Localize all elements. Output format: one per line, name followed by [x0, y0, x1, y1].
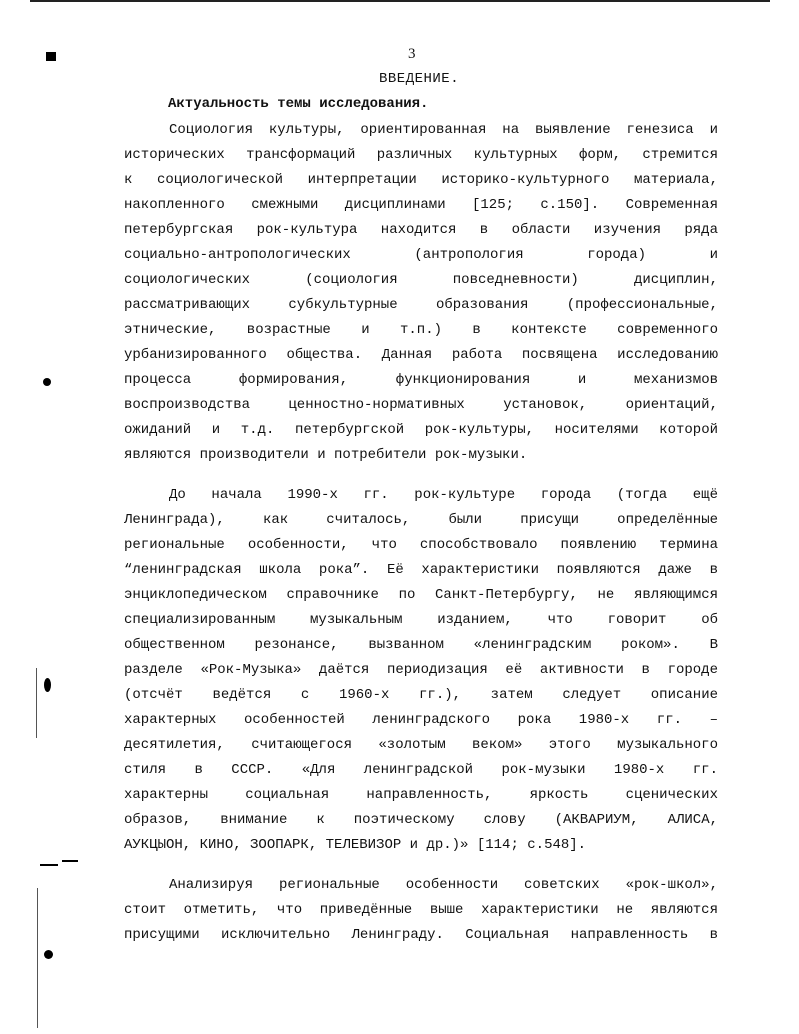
text-line: региональные особенности, что способствовало появлению термина	[124, 537, 718, 553]
text-line: характерных особенностей ленинградского рока 1980-х гг. –	[124, 712, 718, 728]
text-line: рассматривающих субкультурные образования (профессиональные,	[124, 297, 718, 313]
text-line: исторических трансформаций различных культурных форм, стремится	[124, 147, 718, 163]
text-line: стоит отметить, что приведённые выше характеристики не являются	[124, 902, 718, 918]
scan-mark-3	[44, 678, 51, 692]
section-title: ВВЕДЕНИЕ.	[379, 71, 460, 87]
text-line: образов, внимание к поэтическому слову (АКВАРИУМ, АЛИСА,	[124, 812, 718, 828]
text-line: специализированным музыкальным изданием, что говорит об	[124, 612, 718, 628]
text-line: Анализируя региональные особенности советских «рок-школ»,	[169, 877, 718, 893]
text-line: Социология культуры, ориентированная на выявление генезиса и	[169, 122, 718, 138]
text-line: к социологической интерпретации историко-культурного материала,	[124, 172, 718, 188]
paragraph-3	[124, 873, 718, 948]
text-line: АУКЦЫОН, КИНО, ЗООПАРК, ТЕЛЕВИЗОР и др.)» [114; с.548].	[124, 837, 587, 853]
text-line: присущими исключительно Ленинграду. Социальная направленность в	[124, 927, 718, 943]
text-line: характерны социальная направленность, яркость сценических	[124, 787, 718, 803]
text-line: “ленинградская школа рока”. Её характеристики появляются даже в	[124, 562, 718, 578]
text-line: десятилетия, считающегося «золотым веком» этого музыкального	[124, 737, 718, 753]
text-line: разделе «Рок-Музыка» даётся периодизация её активности в городе	[124, 662, 718, 678]
scan-mark-2	[43, 378, 51, 386]
scan-top-edge	[30, 0, 770, 2]
text-line: ожиданий и т.д. петербургской рок-культуры, носителями которой	[124, 422, 718, 438]
text-line: (отсчёт ведётся с 1960-х гг.), затем следует описание	[124, 687, 718, 703]
text-line: накопленного смежными дисциплинами [125; с.150]. Современная	[124, 197, 718, 213]
paragraph-1	[124, 118, 718, 468]
text-line: этнические, возрастные и т.п.) в контексте современного	[124, 322, 718, 338]
scan-mark-5	[62, 860, 78, 862]
text-line: энциклопедическом справочнике по Санкт-Петербургу, не являющимся	[124, 587, 718, 603]
text-line: социально-антропологических (антропология города) и	[124, 247, 718, 263]
page-number: 3	[408, 46, 416, 62]
text-line: стиля в СССР. «Для ленинградской рок-музыки 1980-х гг.	[124, 762, 718, 778]
paragraph-2	[124, 483, 718, 858]
text-line: воспроизводства ценностно-нормативных установок, ориентаций,	[124, 397, 718, 413]
text-line: Ленинграда), как считалось, были присущи определённые	[124, 512, 718, 528]
text-line: До начала 1990-х гг. рок-культуре города (тогда ещё	[169, 487, 718, 503]
text-line: урбанизированного общества. Данная работа посвящена исследованию	[124, 347, 718, 363]
subheading: Актуальность темы исследования.	[168, 96, 429, 112]
scan-margin-line-1	[36, 668, 37, 738]
scan-mark-4	[40, 864, 58, 866]
scan-mark-1	[46, 52, 56, 61]
text-line: петербургская рок-культура находится в области изучения ряда	[124, 222, 718, 238]
text-line: общественном резонансе, вызванном «ленинградским роком». В	[124, 637, 718, 653]
scan-mark-6	[44, 950, 53, 959]
text-line: являются производители и потребители рок-музыки.	[124, 447, 528, 463]
scan-margin-line-2	[37, 888, 38, 1028]
text-line: процесса формирования, функционирования и механизмов	[124, 372, 718, 388]
text-line: социологических (социология повседневности) дисциплин,	[124, 272, 718, 288]
